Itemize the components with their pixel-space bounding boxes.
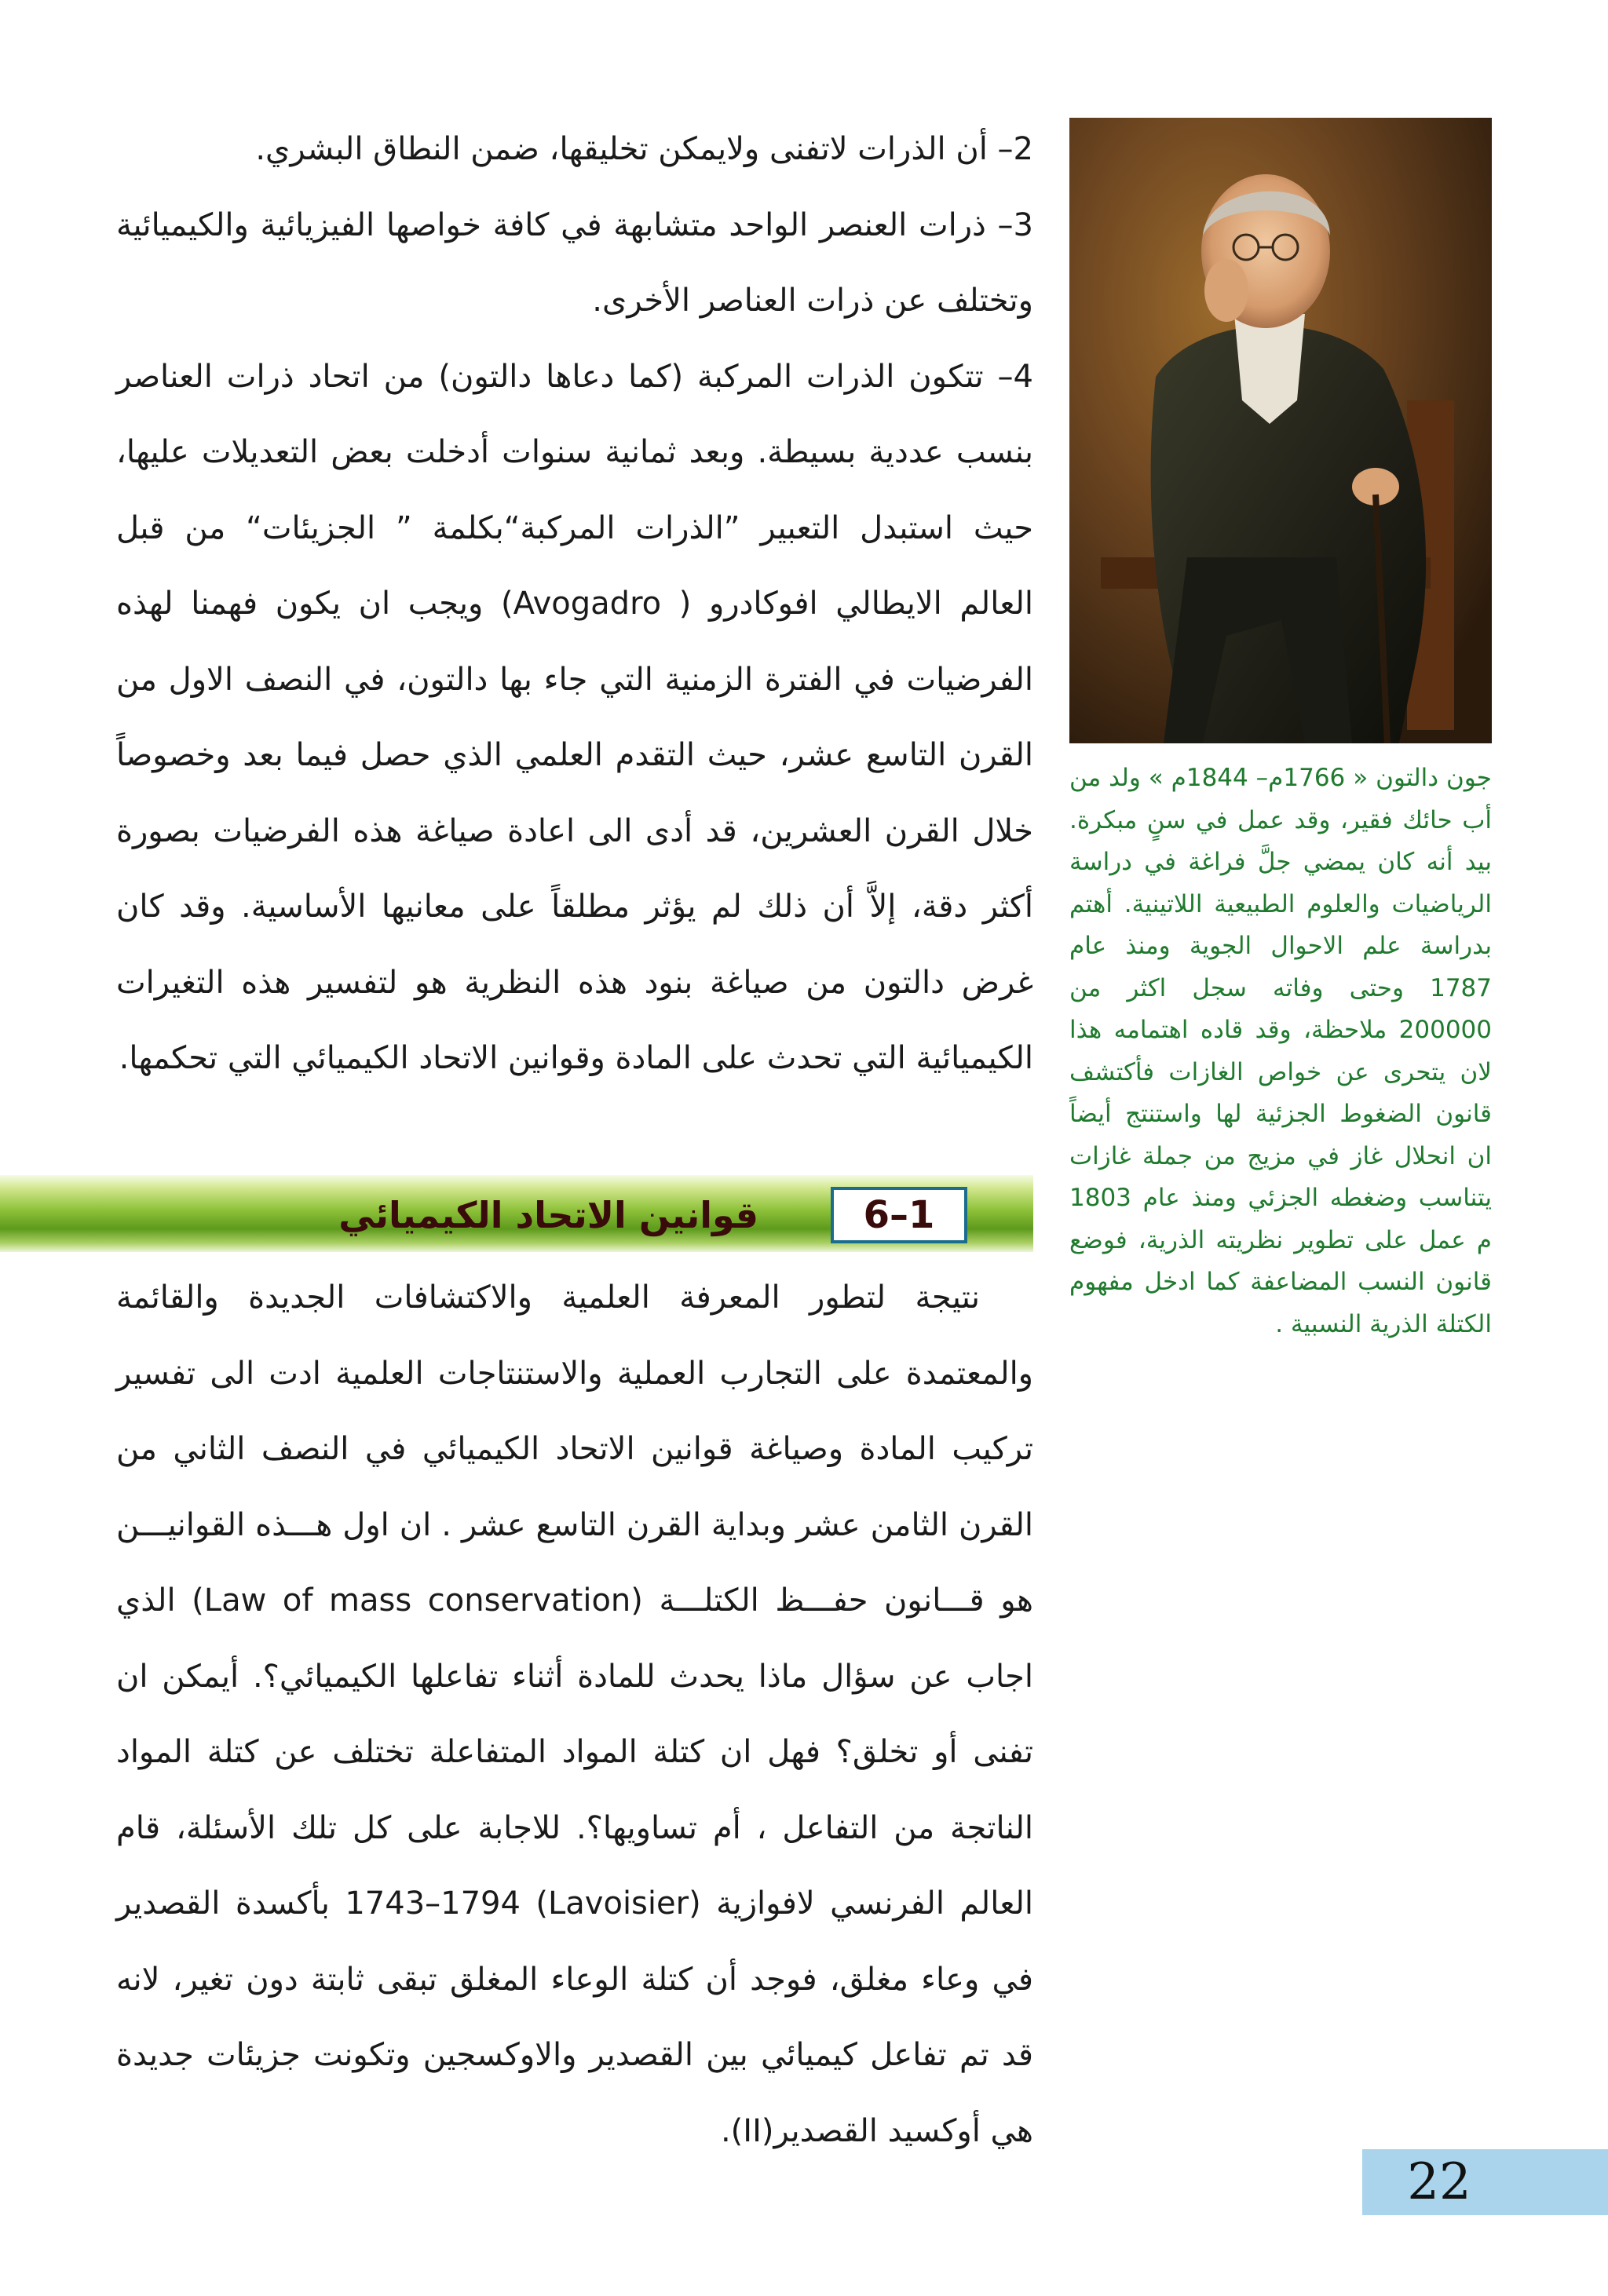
section-text-column	[116, 1260, 1033, 2169]
caption-text: جون دالتون « 1766م– 1844م » ولد من أب حائك فقير، وقد عمل في سنٍ مبكرة. بيد أنه كان يمضي جلَّ فراغة في دراسة الرياضيات والعلوم الطبيعية اللاتينية. أهتم بدراسة علم الاحوال الجوية ومنذ عام 1787 وحتى وفاته سجل اكثر من 200000 ملاحظة، وقد قاده اهتمامه هذا لان يتحرى عن خواص الغازات فأكتشف قانون الضغوط الجزئية لها واستنتج أيضاً ان انحلال غاز في مزيج من جملة غازات يتناسب وضغطه الجزئي ومنذ عام 1803 م عمل على تطوير نظريته الذرية، فوضع قانون النسب المضاعفة كما ادخل مفهوم الكتلة الذرية النسبية .	[1069, 764, 1492, 1338]
main-text-column	[116, 111, 1033, 1097]
paragraph-point-3: 3– ذرات العنصر الواحد متشابهة في كافة خواصها الفيزيائية والكيميائية وتختلف عن ذرات العناصر الأخرى.	[116, 206, 1033, 319]
portrait-caption	[1069, 757, 1492, 1345]
section-paragraph: نتيجة لتطور المعرفة العلمية والاكتشافات الجديدة والقائمة والمعتمدة على التجارب العملية والاستنتاجات العلمية ادت الى تفسير تركيب المادة وصياغة قوانين الاتحاد الكيميائي في النصف الثاني من القرن الثامن عشر وبداية القرن التاسع عشر . ان اول هـــذه القوانيـــن هو قـــانون حفـــظ الكتلـــة (Law of mass conservation) الذي اجاب عن سؤال ماذا يحدث للمادة أثناء تفاعلها الكيميائي؟. أيمكن ان تفنى أو تخلق؟ فهل ان كتلة المواد المتفاعلة تختلف عن كتلة المواد الناتجة من التفاعل ، أم تساويها؟. للاجابة على كل تلك الأسئلة، قام العالم الفرنسي لافوازية (Lavoisier) 1743–1794 بأكسدة القصدير في وعاء مغلق، فوجد أن كتلة الوعاء المغلق تبقى ثابتة دون تغير، لانه قد تم تفاعل كيميائي بين القصدير والاوكسجين وتكونت جزيئات جديدة هي أوكسيد القصدير(II).	[116, 1279, 1033, 2149]
section-title: قوانين الاتحاد الكيميائي	[338, 1194, 758, 1236]
page-number: 22	[1407, 2153, 1471, 2211]
paragraph-point-2: 2– أن الذرات لاتفنى ولايمكن تخليقها، ضمن النطاق البشري.	[255, 131, 1033, 167]
section-number-box: 6–1	[831, 1187, 967, 1243]
paragraph-point-4: 4– تتكون الذرات المركبة (كما دعاها دالتون) من اتحاد ذرات العناصر بنسب عددية بسيطة. وبعد ثمانية سنوات أدخلت بعض التعديلات عليها، حيث استبدل التعبير ”الذرات المركبة“بكلمة ” الجزيئات“ من قبل العالم الايطالي افوكادرو ( Avogadro) ويجب ان يكون فهمنا لهذه الفرضيات في الفترة الزمنية التي جاء بها دالتون، في النصف الاول من القرن التاسع عشر، حيث التقدم العلمي الذي حصل فيما بعد وخصوصاً خلال القرن العشرين، قد أدى الى اعادة صياغة هذه الفرضيات بصورة أكثر دقة، إلاَّ أن ذلك لم يؤثر مطلقاً على معانيها الأساسية. وقد كان غرض دالتون من صياغة بنود هذه النظرية هو لتفسير هذه التغيرات الكيميائية التي تحدث على المادة وقوانين الاتحاد الكيميائي التي تحكمها.	[116, 358, 1034, 1076]
dalton-portrait-image	[1069, 118, 1492, 743]
